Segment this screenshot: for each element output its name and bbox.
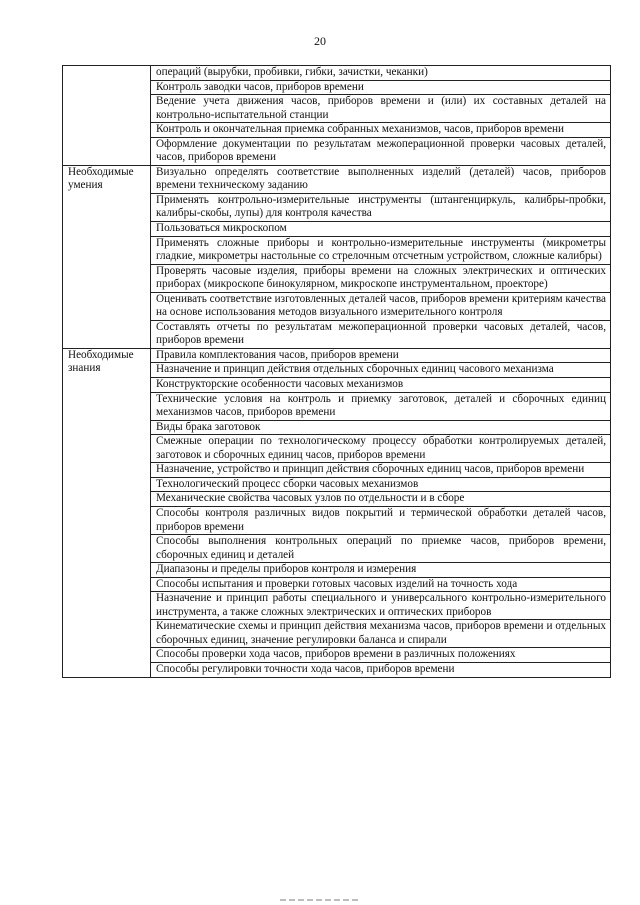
item-cell: Механические свойства часовых узлов по отдельности и в сборе (151, 492, 611, 507)
table-row (63, 165, 611, 193)
item-cell: Способы регулировки точности хода часов, приборов времени (151, 662, 611, 677)
item-cell: Назначение и принцип работы специального и универсального контрольно-измерительного инструмента, а также сложных электрических и оптических приборов (151, 592, 611, 620)
item-cell: Контроль и окончательная приемка собранных механизмов, часов, приборов времени (151, 123, 611, 138)
item-cell: Конструкторские особенности часовых механизмов (151, 378, 611, 393)
item-cell: Пользоваться микроскопом (151, 222, 611, 237)
item-cell: Диапазоны и пределы приборов контроля и измерения (151, 563, 611, 578)
scan-artifact-line (280, 899, 358, 901)
competency-table (62, 65, 611, 678)
category-cell: Необходимые знания (63, 348, 151, 677)
table-row (63, 66, 611, 81)
item-cell: Контроль заводки часов, приборов времени (151, 80, 611, 95)
item-cell: Оценивать соответствие изготовленных деталей часов, приборов времени критериям качества на основе использования методов визуального измерительного контроля (151, 292, 611, 320)
item-cell: Технологический процесс сборки часовых механизмов (151, 477, 611, 492)
item-cell: Правила комплектования часов, приборов времени (151, 348, 611, 363)
item-cell: Визуально определять соответствие выполненных изделий (деталей) часов, приборов времени техническому заданию (151, 165, 611, 193)
item-cell: Оформление документации по результатам межоперационной проверки часовых деталей, часов, приборов времени (151, 137, 611, 165)
item-cell: Применять сложные приборы и контрольно-измерительные инструменты (микрометры гладкие, микрометры настольные со стрелочным отсчетным устройством, сложные калибры) (151, 236, 611, 264)
category-cell (63, 66, 151, 166)
category-cell: Необходимые умения (63, 165, 151, 348)
item-cell: Ведение учета движения часов, приборов времени и (или) их составных деталей на контрольно-испытательной станции (151, 95, 611, 123)
item-cell: Технические условия на контроль и приемку заготовок, деталей и сборочных единиц механизмов часов, приборов времени (151, 392, 611, 420)
item-cell: Виды брака заготовок (151, 420, 611, 435)
item-cell: Кинематические схемы и принцип действия механизма часов, приборов времени и отдельных сборочных единиц, значение регулировки баланса и спирали (151, 620, 611, 648)
item-cell: Способы испытания и проверки готовых часовых изделий на точность хода (151, 577, 611, 592)
item-cell: Смежные операции по технологическому процессу обработки контролируемых деталей, заготовок и сборочных единиц часов, приборов времени (151, 435, 611, 463)
table-row (63, 348, 611, 363)
item-cell: Проверять часовые изделия, приборы времени на сложных электрических и оптических приборах (микроскопе бинокулярном, микроскопе инструментальном, проекторе) (151, 264, 611, 292)
item-cell: Назначение и принцип действия отдельных сборочных единиц часового механизма (151, 363, 611, 378)
item-cell: Применять контрольно-измерительные инструменты (штангенциркуль, калибры-пробки, калибры-скобы, лупы) для контроля качества (151, 193, 611, 221)
item-cell: Способы выполнения контрольных операций по приемке часов, приборов времени, сборочных единиц и деталей (151, 535, 611, 563)
item-cell: Назначение, устройство и принцип действия сборочных единиц часов, приборов времени (151, 463, 611, 478)
page-number: 20 (314, 34, 326, 48)
item-cell: Способы контроля различных видов покрытий и термической обработки деталей часов, приборов времени (151, 506, 611, 534)
item-cell: Способы проверки хода часов, приборов времени в различных положениях (151, 648, 611, 663)
competency-table-body (63, 66, 611, 678)
item-cell: Составлять отчеты по результатам межоперационной проверки часовых деталей, часов, приборов времени (151, 320, 611, 348)
item-cell: операций (вырубки, пробивки, гибки, зачистки, чеканки) (151, 66, 611, 81)
